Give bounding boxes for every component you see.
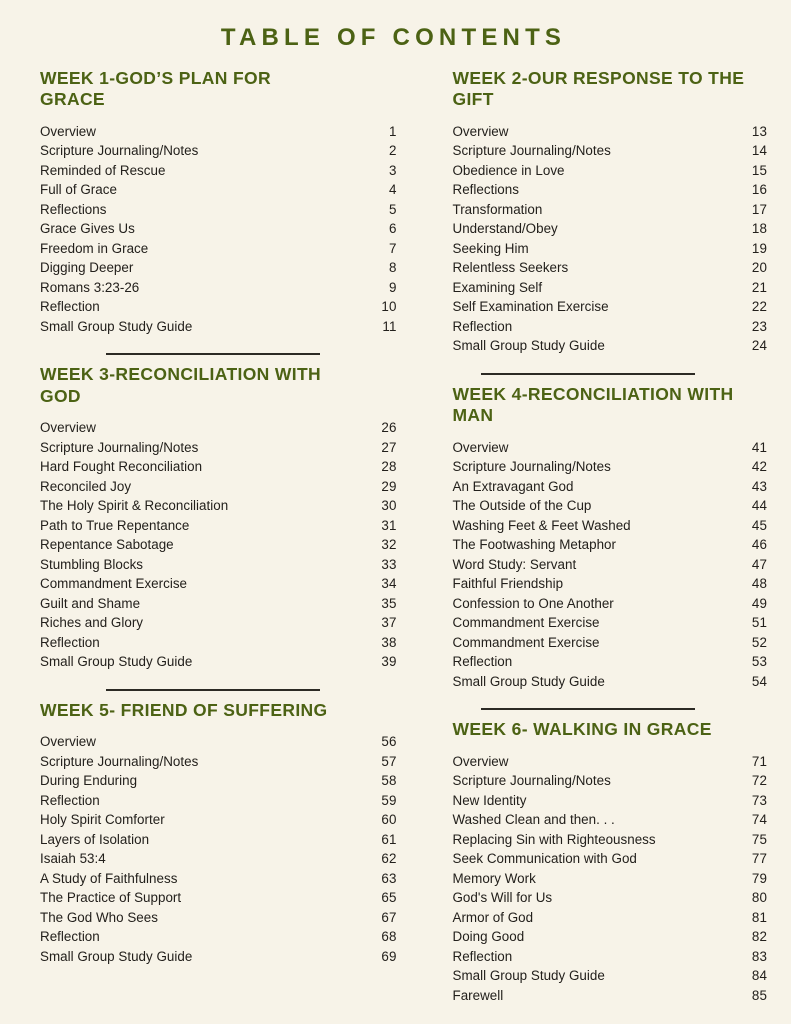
- toc-entry-title: An Extravagant God: [452, 478, 574, 494]
- toc-entry[interactable]: [40, 947, 405, 967]
- toc-entry[interactable]: [453, 297, 770, 317]
- toc-entry-page-number: 81: [751, 909, 767, 925]
- toc-entry-title: Farewell: [452, 987, 504, 1003]
- toc-entry-title: The God Who Sees: [40, 909, 158, 925]
- toc-entry[interactable]: [453, 986, 770, 1006]
- toc-entry-page-number: 84: [751, 968, 767, 984]
- toc-entry-page-number: 24: [751, 338, 767, 354]
- toc-entry[interactable]: [40, 869, 405, 889]
- toc-entry-page-number: 83: [751, 948, 767, 964]
- toc-entry-page-number: 33: [381, 556, 397, 572]
- toc-entry-page-number: 73: [751, 792, 767, 808]
- toc-entry-page-number: 9: [388, 279, 397, 295]
- toc-entry[interactable]: [453, 752, 770, 772]
- toc-entry[interactable]: [453, 161, 770, 181]
- toc-entry-title: Self Examination Exercise: [452, 299, 609, 315]
- toc-entry[interactable]: [40, 927, 405, 947]
- toc-entry[interactable]: [40, 180, 405, 200]
- toc-entry-page-number: 13: [751, 123, 767, 139]
- toc-entry-page-number: 14: [751, 143, 767, 159]
- toc-entry-page-number: 44: [751, 498, 767, 514]
- toc-entry[interactable]: [40, 633, 405, 653]
- toc-entry-page-number: 17: [751, 201, 767, 217]
- section-divider-wrap: [40, 672, 405, 700]
- toc-entry-list: [40, 122, 405, 337]
- week-heading: WEEK 4-RECONCILIATION WITH MAN: [452, 383, 734, 426]
- toc-entry-title: Commandment Exercise: [452, 615, 600, 631]
- toc-entry-title: Overview: [40, 420, 96, 436]
- toc-entry-list: [453, 752, 770, 1006]
- section-divider-wrap: [453, 691, 770, 719]
- toc-entry[interactable]: [453, 927, 770, 947]
- toc-entry-title: Washed Clean and then. . .: [452, 812, 615, 828]
- toc-entry[interactable]: [40, 122, 405, 142]
- toc-entry[interactable]: [40, 849, 405, 869]
- toc-entry[interactable]: [40, 535, 405, 555]
- toc-entry[interactable]: [453, 336, 770, 356]
- toc-entry-page-number: 79: [751, 870, 767, 886]
- toc-entry[interactable]: [453, 652, 770, 672]
- toc-entry-title: Scripture Journaling/Notes: [40, 753, 199, 769]
- toc-entry-title: Reflection: [452, 318, 513, 334]
- toc-entry-page-number: 85: [751, 987, 767, 1003]
- toc-entry-page-number: 37: [381, 615, 397, 631]
- toc-entry[interactable]: [453, 496, 770, 516]
- toc-entry[interactable]: [40, 830, 405, 850]
- toc-entry[interactable]: [40, 594, 405, 614]
- toc-entry-list: [453, 438, 770, 692]
- toc-entry[interactable]: [453, 966, 770, 986]
- toc-entry-title: Confession to One Another: [452, 595, 614, 611]
- toc-entry-title: Overview: [452, 439, 509, 455]
- toc-entry-page-number: 27: [381, 439, 397, 455]
- toc-entry-page-number: 16: [751, 182, 767, 198]
- toc-entry-title: A Study of Faithfulness: [40, 870, 178, 886]
- toc-entry[interactable]: [453, 888, 770, 908]
- toc-entry-page-number: 42: [751, 459, 767, 475]
- toc-entry-page-number: 80: [751, 890, 767, 906]
- toc-entry-title: The Holy Spirit & Reconciliation: [40, 498, 229, 514]
- toc-entry-title: Grace Gives Us: [40, 221, 135, 237]
- toc-entry-page-number: 46: [751, 537, 767, 553]
- toc-entry[interactable]: [40, 161, 405, 181]
- toc-entry[interactable]: [453, 258, 770, 278]
- toc-entry-page-number: 38: [381, 634, 397, 650]
- toc-entry-title: Overview: [40, 123, 96, 139]
- toc-entry[interactable]: [40, 141, 405, 161]
- toc-entry-page-number: 60: [381, 812, 397, 828]
- toc-entry-page-number: 77: [751, 851, 767, 867]
- toc-entry-page-number: 10: [381, 299, 397, 315]
- right-column: [405, 68, 770, 1006]
- toc-entry-page-number: 4: [388, 182, 397, 198]
- toc-entry[interactable]: [453, 438, 770, 458]
- week-block: [453, 68, 770, 356]
- toc-entry-title: Digging Deeper: [40, 260, 134, 276]
- toc-entry[interactable]: [40, 810, 405, 830]
- toc-entry[interactable]: [40, 652, 405, 672]
- toc-entry-page-number: 11: [382, 318, 397, 334]
- toc-entry-title: Replacing Sin with Righteousness: [452, 831, 656, 847]
- toc-entry[interactable]: [40, 516, 405, 536]
- toc-entry[interactable]: [40, 888, 405, 908]
- toc-entry-page-number: 1: [388, 123, 397, 139]
- toc-entry-title: The Practice of Support: [40, 890, 182, 906]
- toc-entry[interactable]: [40, 297, 405, 317]
- toc-entry[interactable]: [453, 457, 770, 477]
- toc-entry[interactable]: [40, 771, 405, 791]
- toc-entry-title: Reflections: [452, 182, 519, 198]
- toc-entry-title: Holy Spirit Comforter: [40, 812, 165, 828]
- toc-entry-page-number: 30: [381, 498, 397, 514]
- toc-entry-page-number: 69: [381, 948, 397, 964]
- toc-entry-page-number: 20: [751, 260, 767, 276]
- toc-entry-title: Word Study: Servant: [452, 556, 577, 572]
- toc-entry-page-number: 47: [751, 556, 767, 572]
- toc-entry-page-number: 34: [381, 576, 397, 592]
- toc-entry[interactable]: [453, 791, 770, 811]
- toc-entry-page-number: 26: [381, 420, 397, 436]
- toc-entry-title: Hard Fought Reconciliation: [40, 459, 203, 475]
- toc-entry-title: Armor of God: [452, 909, 534, 925]
- toc-entry-title: Seeking Him: [452, 240, 529, 256]
- week-heading: WEEK 5- FRIEND OF SUFFERING: [40, 699, 328, 720]
- toc-entry-page-number: 43: [751, 478, 767, 494]
- toc-entry-page-number: 52: [751, 634, 767, 650]
- toc-entry[interactable]: [453, 613, 770, 633]
- toc-entry-title: Isaiah 53:4: [40, 851, 106, 867]
- toc-entry-page-number: 18: [751, 221, 767, 237]
- toc-entry-title: Reconciled Joy: [40, 478, 132, 494]
- toc-entry-page-number: 54: [751, 673, 767, 689]
- toc-entry-page-number: 71: [751, 753, 767, 769]
- toc-entry-title: Obedience in Love: [452, 162, 565, 178]
- toc-entry-page-number: 48: [751, 576, 767, 592]
- toc-entry[interactable]: [453, 239, 770, 259]
- toc-entry-title: Repentance Sabotage: [40, 537, 174, 553]
- toc-entry-page-number: 23: [751, 318, 767, 334]
- left-column: [40, 68, 405, 1006]
- toc-entry[interactable]: [40, 317, 405, 337]
- toc-entry-page-number: 32: [381, 537, 397, 553]
- toc-entry[interactable]: [453, 555, 770, 575]
- section-divider: [481, 708, 695, 710]
- toc-entry-page-number: 75: [751, 831, 767, 847]
- toc-entry[interactable]: [40, 555, 405, 575]
- toc-entry-title: Romans 3:23-26: [40, 279, 140, 295]
- week-heading: WEEK 2-OUR RESPONSE TO THE GIFT: [452, 67, 745, 110]
- toc-entry-title: Small Group Study Guide: [452, 338, 605, 354]
- week-block: [453, 691, 770, 1005]
- toc-entry-title: Understand/Obey: [452, 221, 558, 237]
- toc-entry[interactable]: [453, 810, 770, 830]
- toc-entry-title: Doing Good: [452, 929, 525, 945]
- toc-entry[interactable]: [40, 732, 405, 752]
- section-divider-wrap: [40, 336, 405, 364]
- toc-entry[interactable]: [40, 438, 405, 458]
- toc-entry[interactable]: [453, 672, 770, 692]
- toc-entry[interactable]: [40, 457, 405, 477]
- week-heading: WEEK 1-GOD’S PLAN FOR GRACE: [40, 67, 271, 110]
- toc-entry-page-number: 3: [388, 162, 397, 178]
- toc-entry[interactable]: [40, 239, 405, 259]
- toc-entry-title: Reflection: [40, 299, 100, 315]
- toc-entry-page-number: 39: [381, 654, 397, 670]
- toc-entry-page-number: 28: [381, 459, 397, 475]
- toc-entry-page-number: 5: [388, 201, 397, 217]
- toc-entry-title: Scripture Journaling/Notes: [452, 773, 611, 789]
- toc-entry-page-number: 72: [751, 773, 767, 789]
- toc-entry[interactable]: [40, 908, 405, 928]
- toc-entry-title: Relentless Seekers: [452, 260, 569, 276]
- toc-entry-page-number: 63: [381, 870, 397, 886]
- toc-entry[interactable]: [453, 535, 770, 555]
- toc-entry-title: Reflection: [452, 654, 513, 670]
- toc-entry-title: Commandment Exercise: [452, 634, 600, 650]
- toc-entry-title: Riches and Glory: [40, 615, 144, 631]
- toc-entry-page-number: 68: [381, 929, 397, 945]
- toc-entry[interactable]: [453, 477, 770, 497]
- toc-entry-page-number: 62: [381, 851, 397, 867]
- toc-entry-page-number: 35: [381, 595, 397, 611]
- toc-entry-page-number: 51: [751, 615, 767, 631]
- toc-entry-title: Small Group Study Guide: [40, 654, 193, 670]
- section-divider: [481, 373, 695, 375]
- toc-entry[interactable]: [453, 594, 770, 614]
- toc-entry[interactable]: [453, 219, 770, 239]
- toc-entry-page-number: 65: [381, 890, 397, 906]
- page-title: TABLE OF CONTENTS: [220, 24, 567, 51]
- toc-entry[interactable]: [40, 219, 405, 239]
- toc-entry-title: Reflection: [40, 929, 100, 945]
- toc-entry-title: Reminded of Rescue: [40, 162, 166, 178]
- toc-entry-title: God's Will for Us: [452, 890, 553, 906]
- section-divider-wrap: [453, 356, 770, 384]
- toc-entry-page-number: 61: [381, 831, 397, 847]
- section-divider: [106, 689, 320, 691]
- toc-entry[interactable]: [453, 200, 770, 220]
- toc-entry-title: Freedom in Grace: [40, 240, 149, 256]
- toc-entry[interactable]: [453, 947, 770, 967]
- toc-entry-title: Scripture Journaling/Notes: [40, 439, 199, 455]
- toc-entry-title: New Identity: [452, 792, 527, 808]
- toc-entry-title: Commandment Exercise: [40, 576, 188, 592]
- toc-entry[interactable]: [453, 180, 770, 200]
- toc-entry-title: Scripture Journaling/Notes: [452, 459, 611, 475]
- toc-entry-title: Reflection: [452, 948, 513, 964]
- toc-entry-title: Memory Work: [452, 870, 536, 886]
- toc-entry-page-number: 31: [381, 517, 397, 533]
- toc-entry-title: Overview: [40, 734, 96, 750]
- toc-entry-page-number: 49: [751, 595, 767, 611]
- section-divider: [106, 353, 320, 355]
- toc-entry-page-number: 45: [751, 517, 767, 533]
- toc-entry-page-number: 21: [751, 279, 767, 295]
- toc-entry[interactable]: [453, 849, 770, 869]
- toc-entry-title: Reflection: [40, 634, 100, 650]
- toc-entry-title: Full of Grace: [40, 182, 117, 198]
- toc-entry[interactable]: [40, 496, 405, 516]
- toc-entry[interactable]: [453, 141, 770, 161]
- toc-entry-page-number: 19: [751, 240, 767, 256]
- toc-entry-page-number: 67: [381, 909, 397, 925]
- week-heading: WEEK 3-RECONCILIATION WITH GOD: [40, 364, 321, 406]
- toc-entry-page-number: 57: [381, 753, 397, 769]
- toc-entry[interactable]: [453, 574, 770, 594]
- toc-entry-page-number: 2: [388, 143, 397, 159]
- toc-entry-page-number: 7: [388, 240, 397, 256]
- toc-entry[interactable]: [40, 791, 405, 811]
- toc-entry-title: Small Group Study Guide: [452, 673, 605, 689]
- toc-entry[interactable]: [40, 418, 405, 438]
- toc-entry-page-number: 8: [388, 260, 397, 276]
- toc-entry-page-number: 22: [751, 299, 767, 315]
- toc-entry[interactable]: [453, 317, 770, 337]
- toc-entry-title: During Enduring: [40, 773, 138, 789]
- toc-entry-title: Layers of Isolation: [40, 831, 150, 847]
- week-block: [40, 68, 405, 337]
- toc-entry[interactable]: [40, 574, 405, 594]
- toc-entry[interactable]: [453, 278, 770, 298]
- toc-entry[interactable]: [453, 516, 770, 536]
- toc-entry-title: Faithful Friendship: [452, 576, 564, 592]
- toc-entry-title: Small Group Study Guide: [452, 968, 605, 984]
- toc-entry-title: Reflection: [40, 792, 100, 808]
- toc-entry-title: Stumbling Blocks: [40, 556, 144, 572]
- toc-entry-title: Path to True Repentance: [40, 517, 190, 533]
- week-heading: WEEK 6- WALKING IN GRACE: [452, 719, 712, 740]
- toc-entry-title: Small Group Study Guide: [40, 318, 193, 334]
- toc-entry-page-number: 58: [381, 773, 397, 789]
- toc-entry[interactable]: [40, 200, 405, 220]
- toc-entry-title: Overview: [452, 753, 509, 769]
- toc-entry-title: Scripture Journaling/Notes: [40, 143, 199, 159]
- toc-entry-page-number: 74: [751, 812, 767, 828]
- toc-entry-title: The Footwashing Metaphor: [452, 537, 616, 553]
- toc-entry-title: Transformation: [452, 201, 543, 217]
- toc-entry-page-number: 53: [751, 654, 767, 670]
- toc-entry-title: Seek Communication with God: [452, 851, 637, 867]
- toc-entry-title: Scripture Journaling/Notes: [452, 143, 611, 159]
- toc-entry[interactable]: [453, 771, 770, 791]
- toc-entry-list: [40, 418, 405, 672]
- toc-entry[interactable]: [453, 869, 770, 889]
- toc-entry-page-number: 82: [751, 929, 767, 945]
- toc-entry[interactable]: [40, 258, 405, 278]
- toc-entry-title: Examining Self: [452, 279, 543, 295]
- week-block: [453, 356, 770, 692]
- toc-entry[interactable]: [40, 752, 405, 772]
- toc-entry[interactable]: [40, 613, 405, 633]
- toc-entry-page-number: 15: [751, 162, 767, 178]
- toc-entry-list: [453, 122, 770, 356]
- toc-entry[interactable]: [453, 908, 770, 928]
- toc-entry-title: Washing Feet & Feet Washed: [452, 517, 631, 533]
- toc-entry-page-number: 29: [381, 478, 397, 494]
- toc-entry-title: Guilt and Shame: [40, 595, 141, 611]
- toc-entry-page-number: 59: [381, 792, 397, 808]
- toc-entry-title: Overview: [452, 123, 509, 139]
- toc-columns: [0, 68, 791, 1006]
- toc-entry[interactable]: [453, 122, 770, 142]
- toc-entry[interactable]: [453, 633, 770, 653]
- toc-entry[interactable]: [453, 830, 770, 850]
- toc-entry-page-number: 41: [751, 439, 767, 455]
- toc-entry-list: [40, 732, 405, 966]
- toc-entry-page-number: 56: [381, 734, 397, 750]
- toc-entry-title: Reflections: [40, 201, 107, 217]
- week-block: [40, 336, 405, 672]
- week-block: [40, 672, 405, 967]
- toc-entry-title: The Outside of the Cup: [452, 498, 592, 514]
- toc-entry-title: Small Group Study Guide: [40, 948, 193, 964]
- toc-entry[interactable]: [40, 477, 405, 497]
- toc-entry[interactable]: [40, 278, 405, 298]
- toc-entry-page-number: 6: [388, 221, 397, 237]
